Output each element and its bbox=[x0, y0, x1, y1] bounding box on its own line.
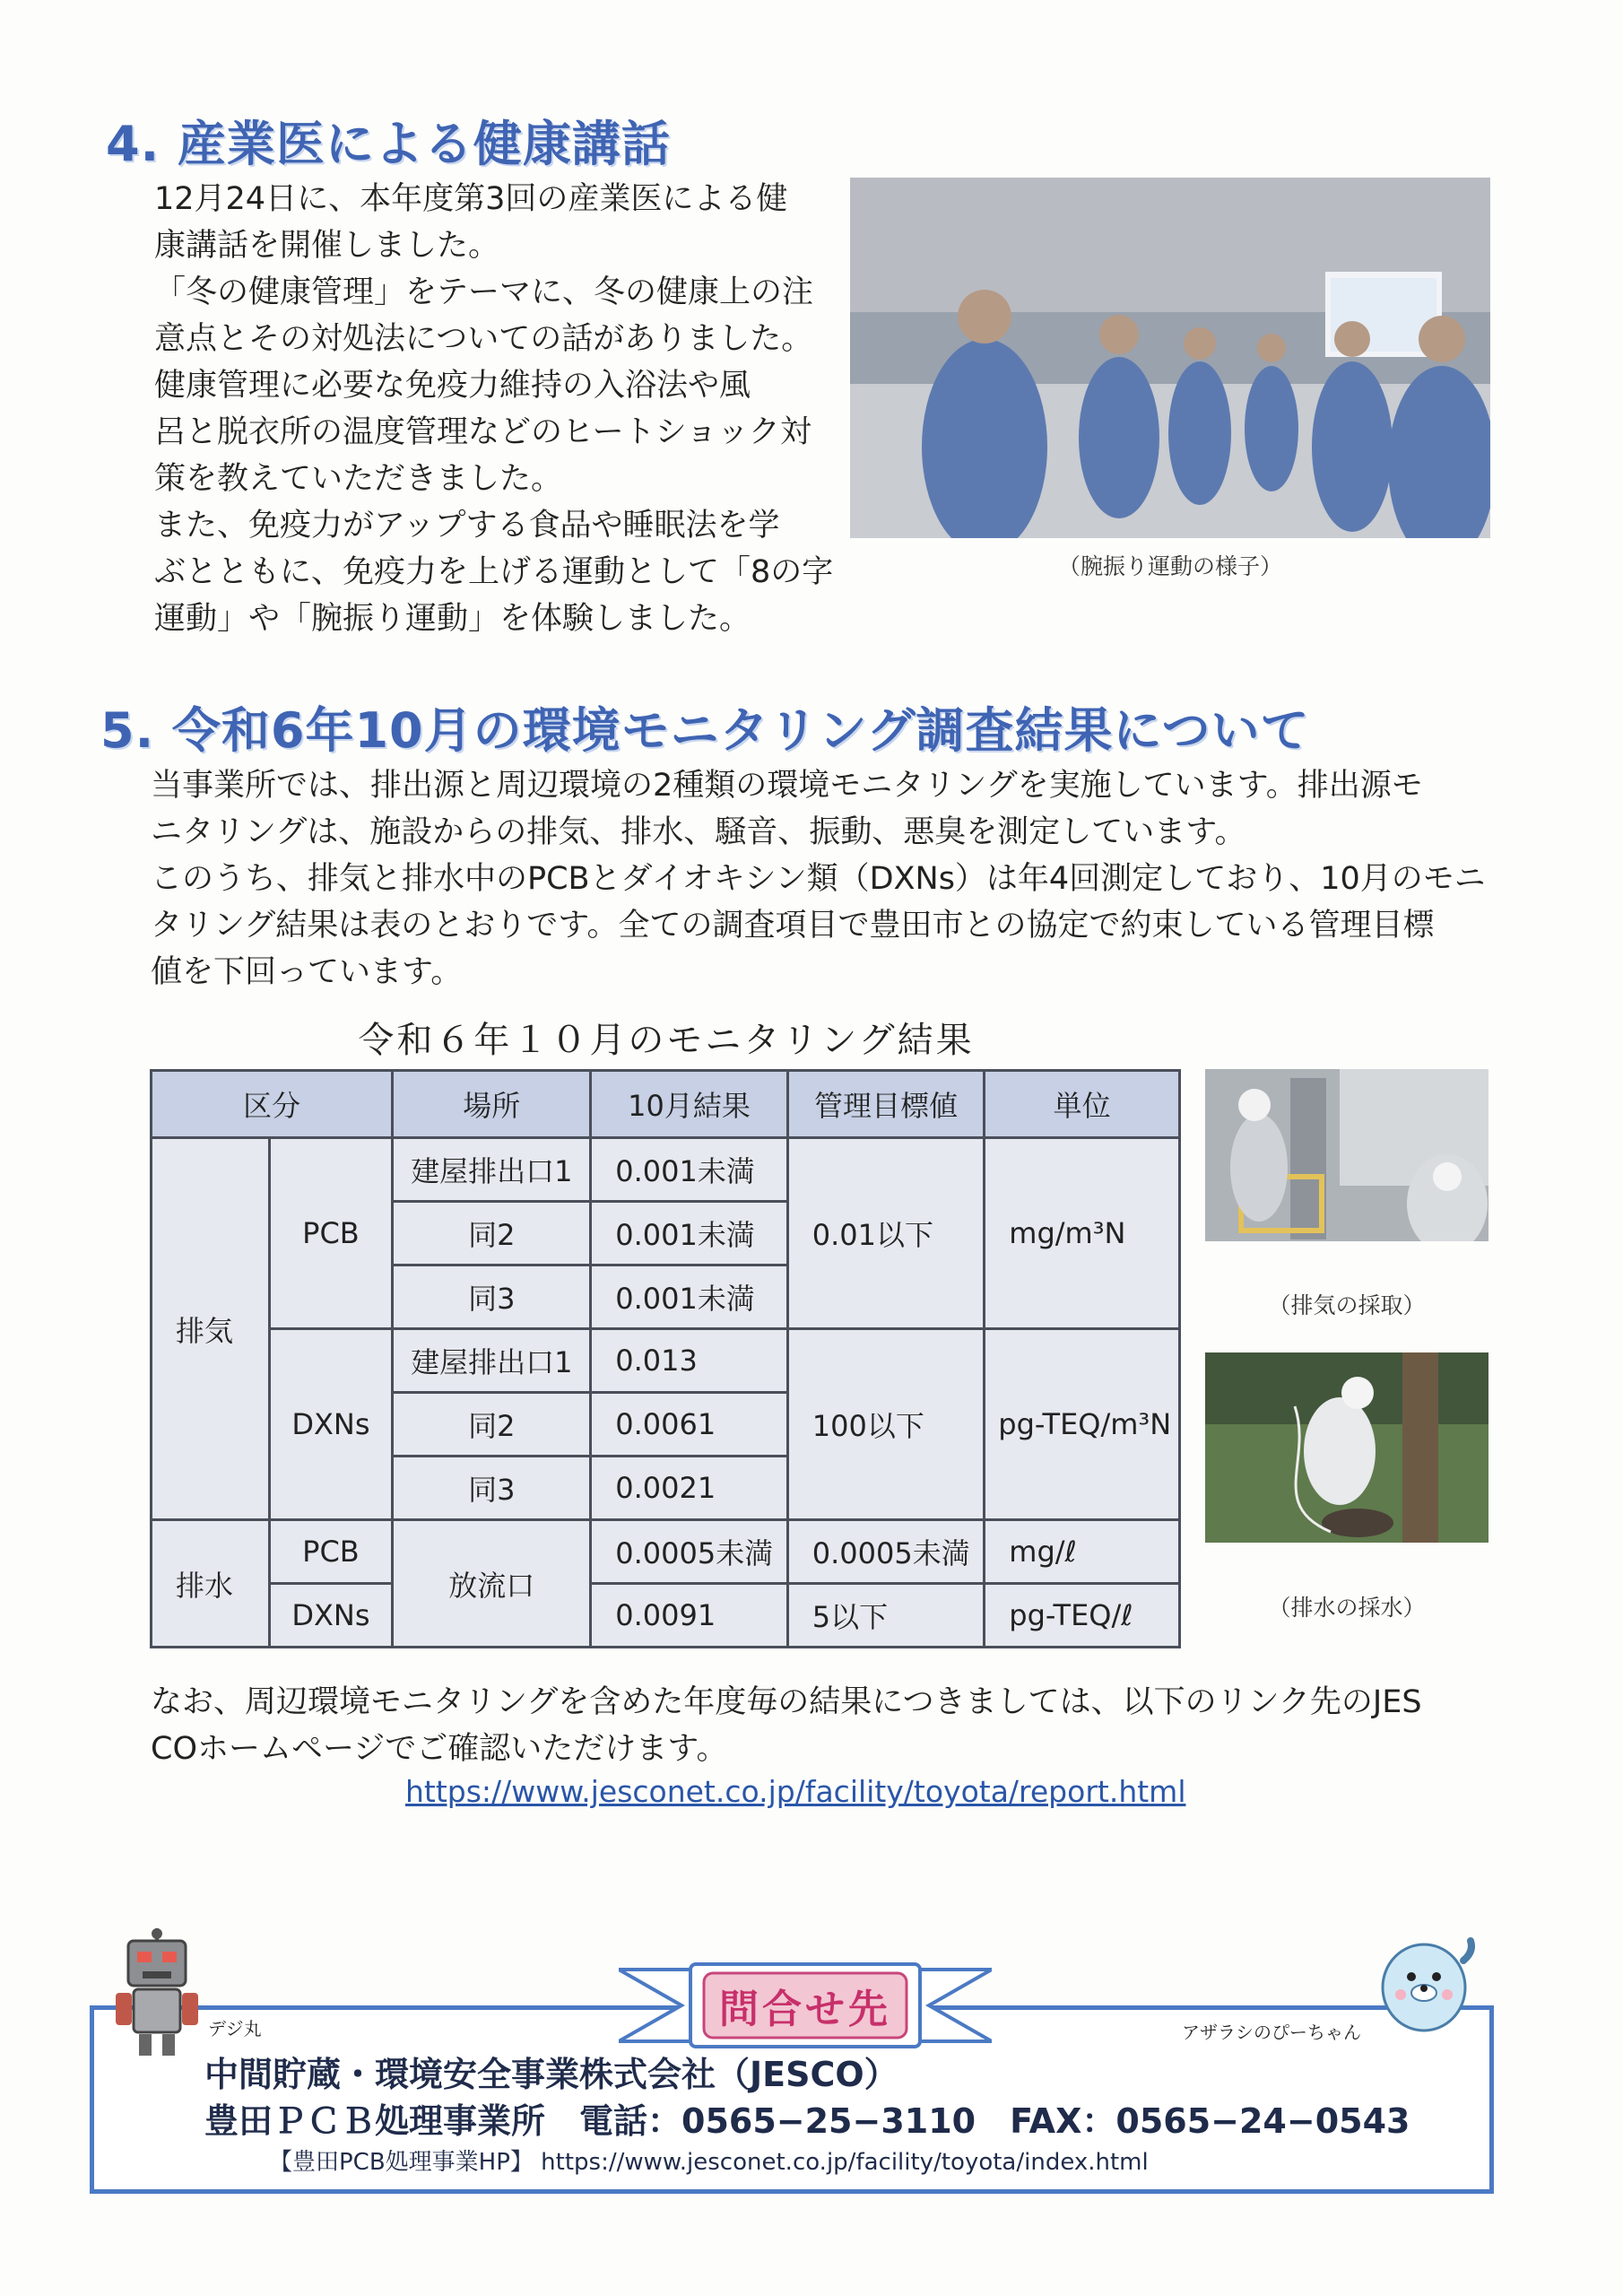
drain-label: 排水 bbox=[152, 1520, 270, 1648]
cell-result: 0.0021 bbox=[591, 1457, 788, 1520]
cell-result: 0.001未満 bbox=[591, 1202, 788, 1265]
s5-line: ニタリングは、施設からの排気、排水、騒音、振動、悪臭を測定しています。 bbox=[151, 814, 1246, 850]
drain-photo-caption: （排水の採水） bbox=[1268, 1595, 1426, 1621]
s4-line: ぶとともに、免疫力を上げる運動として「8の字 bbox=[154, 554, 834, 590]
s5-line: 値を下回っています。 bbox=[151, 954, 463, 990]
monitoring-table bbox=[150, 1069, 1181, 1648]
exhaust-photo-caption: （排気の採取） bbox=[1268, 1292, 1426, 1318]
table-row bbox=[152, 1584, 1180, 1648]
s4-line: 策を教えていただきました。 bbox=[154, 461, 563, 497]
cell-result: 0.0061 bbox=[591, 1393, 788, 1457]
cell-result: 0.001未満 bbox=[591, 1138, 788, 1202]
s4-line: 康講話を開催しました。 bbox=[154, 228, 500, 264]
cell-location: 同3 bbox=[393, 1457, 591, 1520]
pcb-label: PCB bbox=[269, 1138, 393, 1329]
cell-location: 同2 bbox=[393, 1393, 591, 1457]
cell-unit: pg-TEQ/m³N bbox=[985, 1329, 1180, 1520]
table-title: 令和６年１０月のモニタリング結果 bbox=[358, 1020, 975, 1061]
drain-pcb-label: PCB bbox=[269, 1520, 393, 1584]
homepage-link[interactable]: https://www.jesconet.co.jp/facility/toyota/index.html bbox=[541, 2149, 1149, 2176]
health-lecture-photo bbox=[850, 178, 1490, 538]
s4-line: 運動」や「腕振り運動」を体験しました。 bbox=[154, 601, 751, 637]
contact-banner bbox=[619, 1961, 992, 2050]
cell-location: 放流口 bbox=[393, 1520, 591, 1648]
cell-location: 同3 bbox=[393, 1265, 591, 1329]
homepage-line bbox=[269, 2144, 1149, 2177]
s5-line: 当事業所では、排出源と周辺環境の2種類の環境モニタリングを実施しています。排出源モ bbox=[151, 768, 1423, 804]
robot-name: デジ丸 bbox=[208, 2018, 262, 2039]
seal-mascot-icon bbox=[1370, 1925, 1478, 2032]
exhaust-label: 排気 bbox=[152, 1138, 270, 1520]
cell-unit: pg-TEQ/ℓ bbox=[985, 1584, 1180, 1648]
cell-result: 0.0091 bbox=[591, 1584, 788, 1648]
table-row bbox=[152, 1329, 1180, 1393]
cell-unit: mg/ℓ bbox=[985, 1520, 1180, 1584]
section4-paragraph bbox=[154, 176, 854, 642]
cell-location: 同2 bbox=[393, 1202, 591, 1265]
section5-title: 5. 令和6年10月の環境モニタリング調査結果について bbox=[100, 702, 1310, 759]
drain-dxns-label: DXNs bbox=[269, 1584, 393, 1648]
s4-line: また、免疫力がアップする食品や睡眠法を学 bbox=[154, 508, 780, 544]
cell-target: 5以下 bbox=[787, 1584, 985, 1648]
s4-line: 健康管理に必要な免疫力維持の入浴法や風 bbox=[154, 368, 751, 404]
cell-result: 0.0005未満 bbox=[591, 1520, 788, 1584]
header-target: 管理目標値 bbox=[787, 1071, 985, 1138]
cell-location: 建屋排出口1 bbox=[393, 1329, 591, 1393]
cell-target: 0.0005未満 bbox=[787, 1520, 985, 1584]
cell-result: 0.001未満 bbox=[591, 1265, 788, 1329]
office-contact-line: 豊田ＰＣＢ処理事業所 電話：0565−25−3110 FAX：0565−24−0543 bbox=[204, 2101, 1410, 2141]
note-line: なお、周辺環境モニタリングを含めた年度毎の結果につきましては、以下のリンク先のJES bbox=[151, 1684, 1422, 1720]
cell-target: 0.01以下 bbox=[787, 1138, 985, 1329]
header-category: 区分 bbox=[152, 1071, 393, 1138]
homepage-label: 【豊田PCB処理事業HP】 bbox=[269, 2149, 534, 2176]
table-row bbox=[152, 1138, 1180, 1202]
header-unit: 単位 bbox=[985, 1071, 1180, 1138]
contact-banner-text: 問合せ先 bbox=[719, 1987, 891, 2032]
section5-paragraph bbox=[151, 762, 1514, 996]
table-header-row bbox=[152, 1071, 1180, 1138]
s4-line: 意点とその対処法についての話がありました。 bbox=[154, 321, 813, 357]
report-link[interactable]: https://www.jesconet.co.jp/facility/toyota/report.html bbox=[405, 1774, 1186, 1809]
cell-unit: mg/m³N bbox=[985, 1138, 1180, 1329]
table-row bbox=[152, 1520, 1180, 1584]
header-location: 場所 bbox=[393, 1071, 591, 1138]
health-photo-caption: （腕振り運動の様子） bbox=[1057, 553, 1282, 579]
seal-name: アザラシのぴーちゃん bbox=[1182, 2022, 1361, 2043]
cell-target: 100以下 bbox=[787, 1329, 985, 1520]
s4-line: 「冬の健康管理」をテーマに、冬の健康上の注 bbox=[154, 274, 814, 310]
drain-sampling-photo bbox=[1205, 1352, 1488, 1543]
robot-mascot-icon bbox=[112, 1928, 202, 2058]
dxns-label: DXNs bbox=[269, 1329, 393, 1520]
s5-line: タリング結果は表のとおりです。全ての調査項目で豊田市との協定で約束している管理目標 bbox=[151, 908, 1435, 944]
s4-line: 12月24日に、本年度第3回の産業医による健 bbox=[154, 181, 788, 217]
cell-result: 0.013 bbox=[591, 1329, 788, 1393]
cell-location: 建屋排出口1 bbox=[393, 1138, 591, 1202]
note-paragraph bbox=[151, 1679, 1514, 1772]
company-name: 中間貯蔵・環境安全事業株式会社（JESCO） bbox=[204, 2055, 898, 2094]
header-result: 10月結果 bbox=[591, 1071, 788, 1138]
note-line: COホームページでご確認いただけます。 bbox=[151, 1731, 728, 1767]
s4-line: 呂と脱衣所の温度管理などのヒートショック対 bbox=[154, 414, 812, 450]
exhaust-sampling-photo bbox=[1205, 1069, 1488, 1241]
section4-title: 4. 産業医による健康講話 bbox=[106, 116, 671, 172]
s5-line: このうち、排気と排水中のPCBとダイオキシン類（DXNs）は年4回測定しており、10月のモニ bbox=[151, 861, 1486, 897]
